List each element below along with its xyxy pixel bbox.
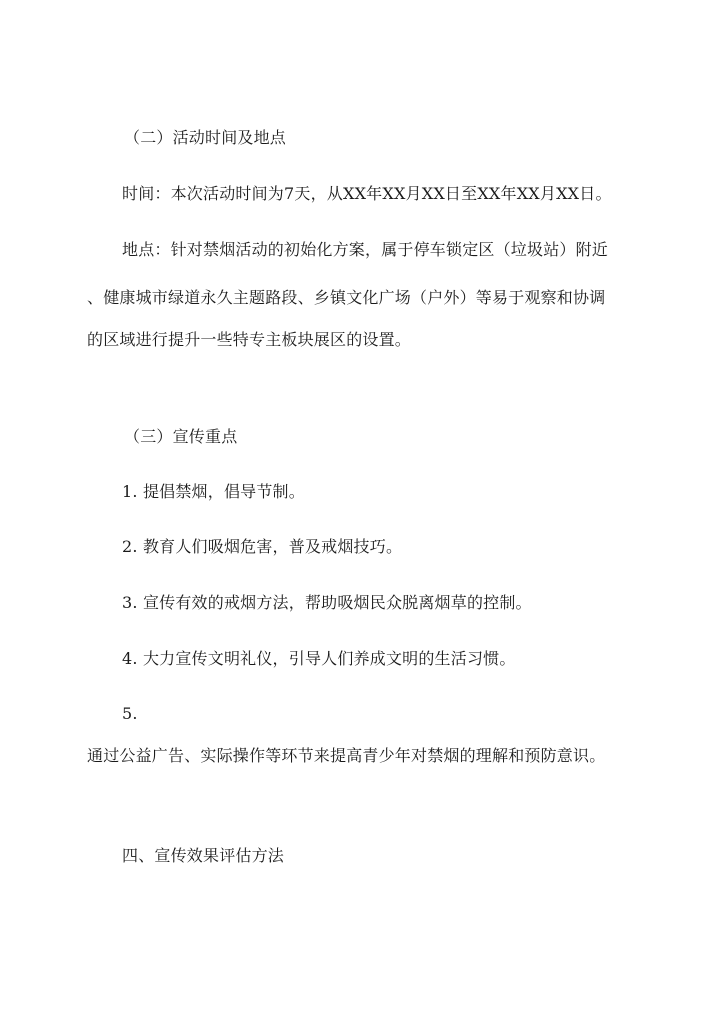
- list-item: 5.: [122, 704, 138, 723]
- time-paragraph: 时间：本次活动时间为7天，从XX年XX月XX日至XX年XX月XX日。: [122, 184, 612, 203]
- location-paragraph-line-2: 、健康城市绿道永久主题路段、乡镇文化广场（户外）等易于观察和协调: [87, 288, 606, 307]
- list-item: 2. 教育人们吸烟危害，普及戒烟技巧。: [122, 537, 403, 556]
- section-heading-time-location: （二）活动时间及地点: [124, 128, 287, 147]
- list-item-continuation: 通过公益广告、实际操作等环节来提高青少年对禁烟的理解和预防意识。: [87, 746, 606, 765]
- list-item: 3. 宣传有效的戒烟方法，帮助吸烟民众脱离烟草的控制。: [122, 593, 532, 612]
- section-heading-publicity-focus: （三）宣传重点: [124, 427, 238, 446]
- location-paragraph-line-3: 的区域进行提升一些特专主板块展区的设置。: [87, 330, 412, 349]
- list-item: 4. 大力宣传文明礼仪，引导人们养成文明的生活习惯。: [122, 649, 516, 668]
- location-paragraph-line-1: 地点：针对禁烟活动的初始化方案，属于停车锁定区（垃圾站）附近: [122, 240, 609, 259]
- list-item: 1. 提倡禁烟，倡导节制。: [122, 482, 305, 501]
- section-heading-evaluation: 四、宣传效果评估方法: [122, 846, 285, 865]
